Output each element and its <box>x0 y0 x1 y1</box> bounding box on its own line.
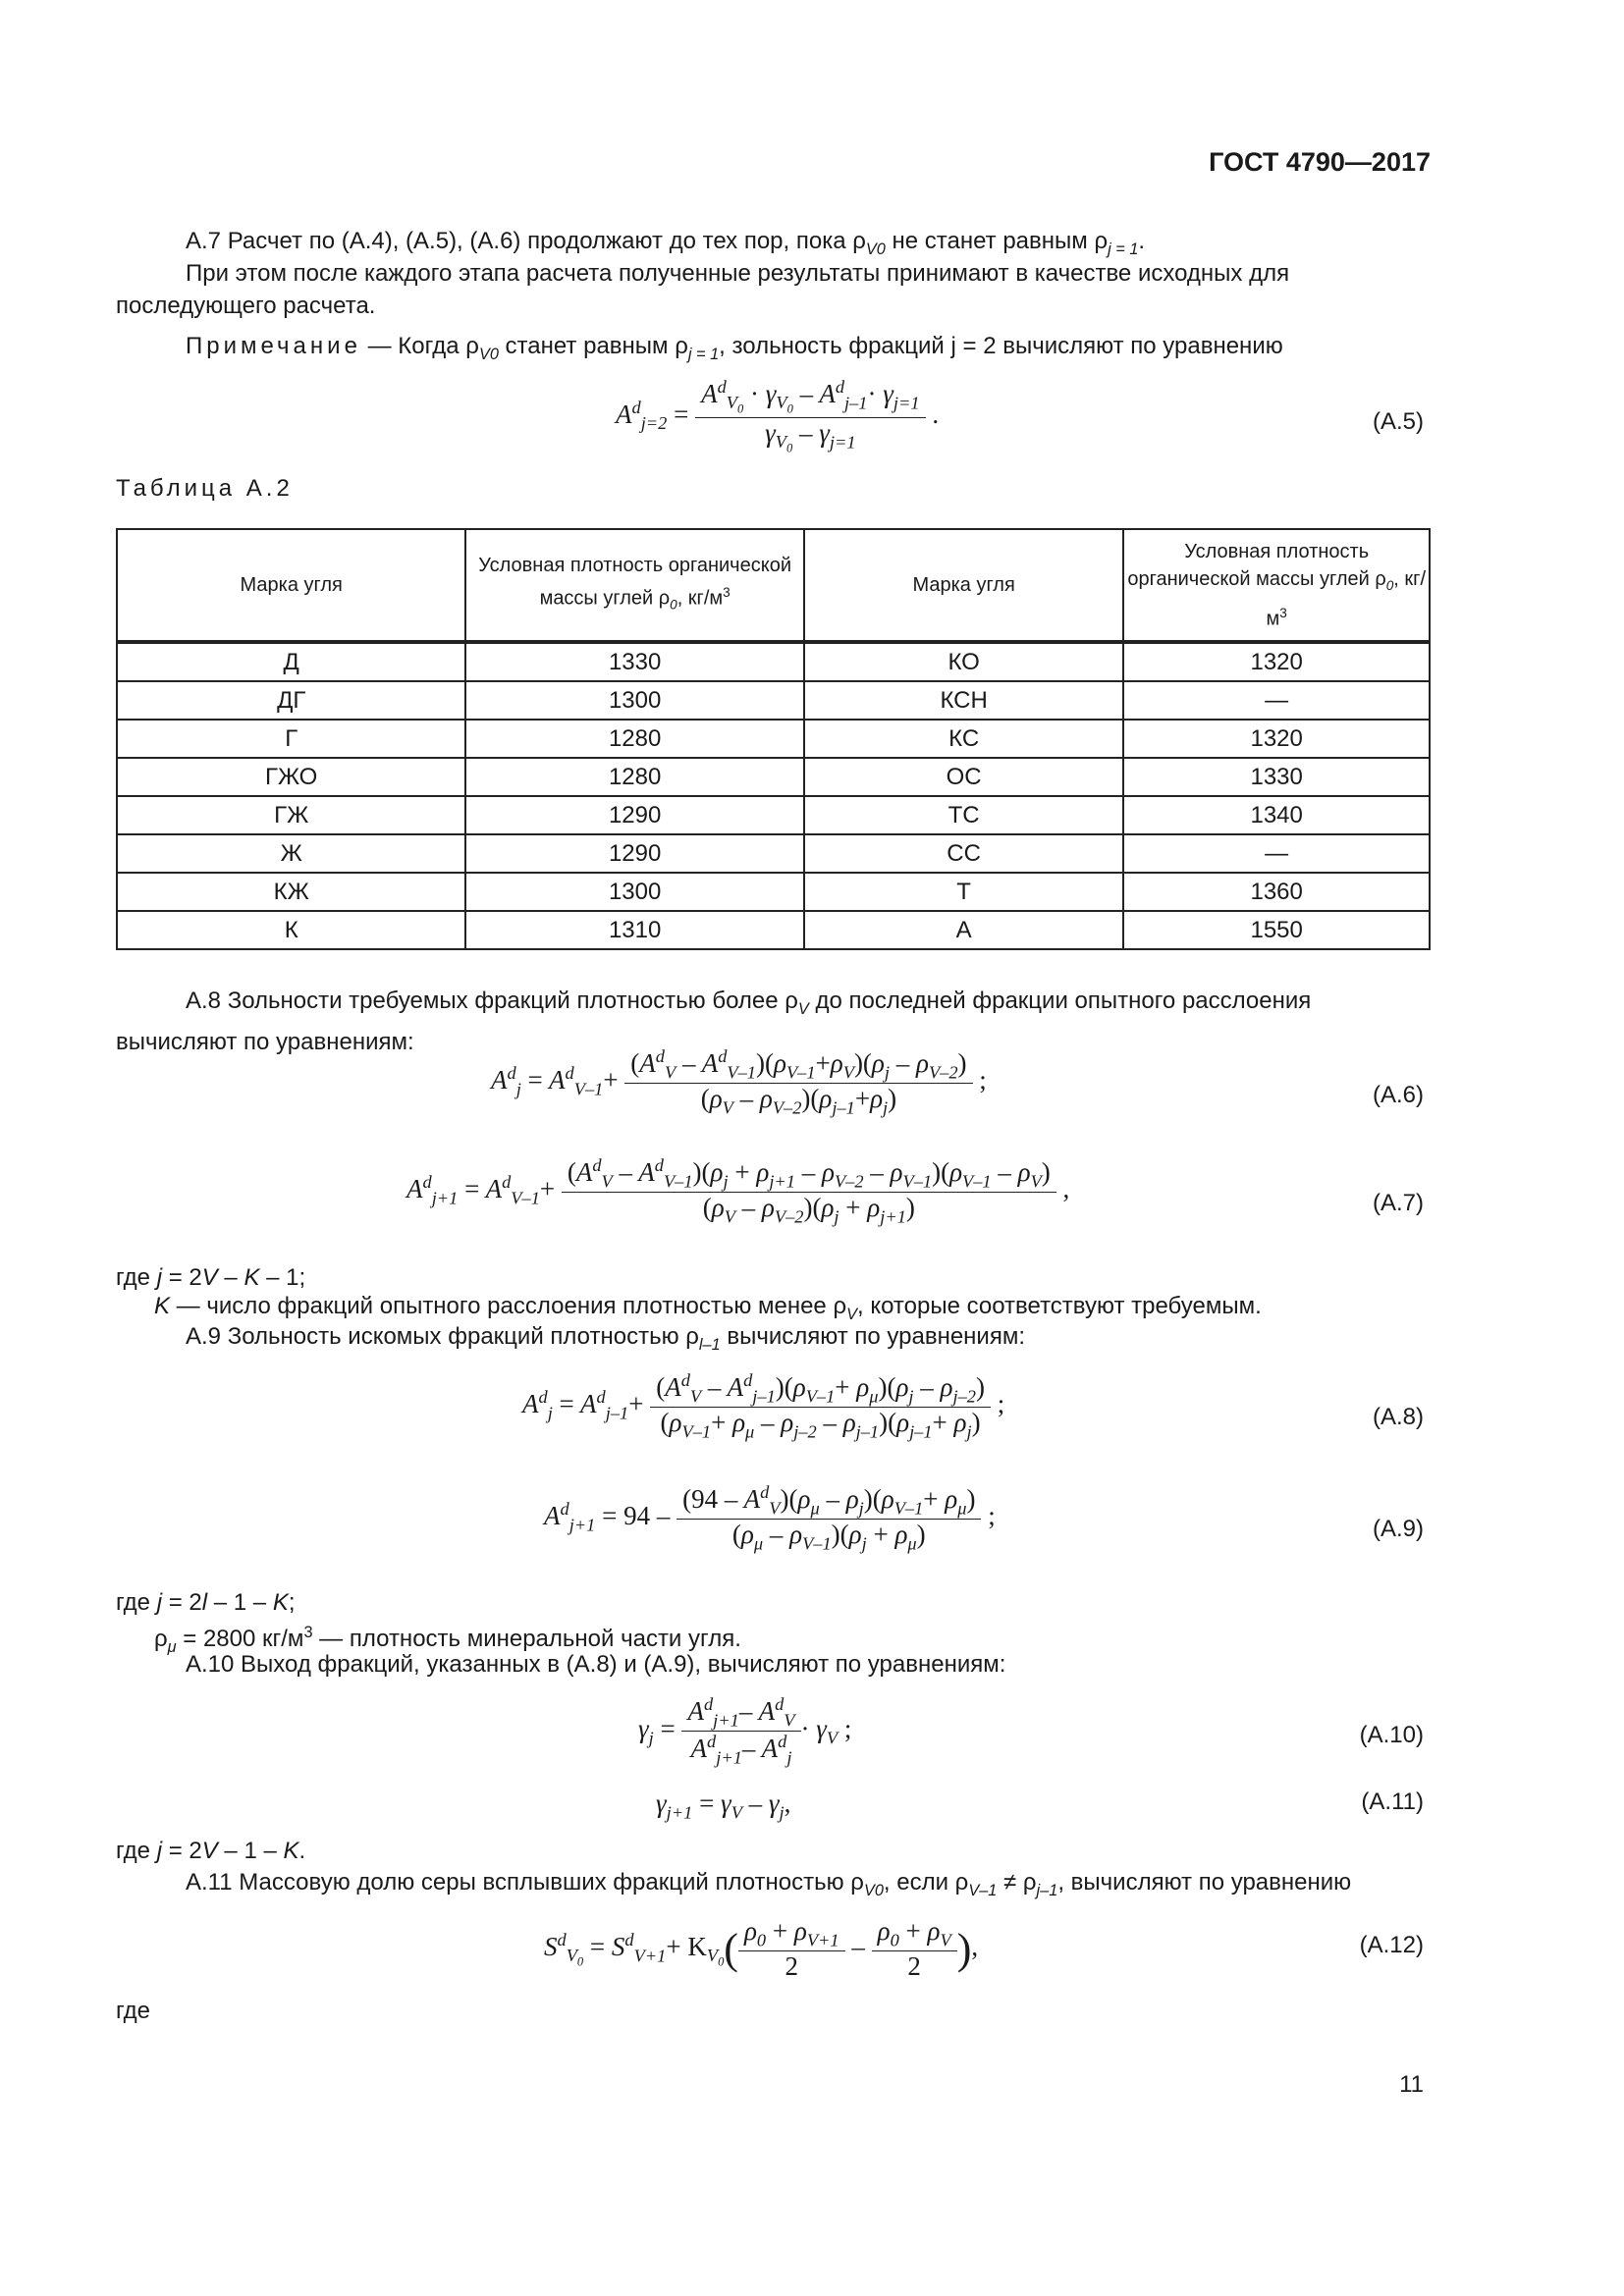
equation-number-a7: (А.7) <box>1372 1190 1424 1216</box>
equation-a12: $S^d_{V_0} = S^d_{V+1}+ K_{V_0}$( $\frac{\rho_0 + \rho_{V+1}}{2}$ – $\frac{\rho_0 + \rho_V}{2}$ ), <box>544 1916 979 1982</box>
equation-number-a8: (А.8) <box>1372 1404 1424 1430</box>
table-cell: 1330 <box>1123 758 1430 796</box>
equation-number-a10: (А.10) <box>1359 1722 1424 1748</box>
table-cell: 1280 <box>465 758 804 796</box>
table-cell: ГЖО <box>117 758 465 796</box>
table-cell: — <box>1123 681 1430 720</box>
note-text: — Когда $\rho_{V0}$ станет равным $\rho_{j = 1}$, зольность фракций j = 2 вычисляют по уравнению <box>360 333 1283 363</box>
equation-a8: $A^d_j = A^d_{j-1}+$ $\frac{(A^d_V - A^d_{j-1})(\rho_{V-1}+ \rho_\mu)(\rho_j - \rho_{j-2})}{(\rho_{V-1}+ \rho_\mu - \rho_{j-2} - \rho_{j-1})(\rho_{j-1}+ \rho_j)}$ ; <box>522 1370 1005 1442</box>
equation-a6: $A^d_j = A^d_{V-1}+$ $\frac{(A^d_V - A^d_{V-1})(\rho_{V-1}+\rho_V)(\rho_j - \rho_{V-2})}{(\rho_V - \rho_{V-2})(\rho_{j-1}+\rho_j)}$ ; <box>491 1046 987 1118</box>
table-header-brand-2: Марка угля <box>804 529 1123 642</box>
where-3: где j = 2V – 1 – K. <box>116 1838 306 1864</box>
table-cell: СС <box>804 834 1123 873</box>
paragraph-a9: А.9 Зольность искомых фракций плотностью $\rho_{l-1}$ вычисляют по уравнениям: <box>186 1323 1025 1354</box>
table-row <box>117 873 1430 911</box>
table-header-density-2: Условная плотность органической массы углей $\rho_0$, $кг/м^3$ <box>1123 529 1430 642</box>
equation-a9: $A^d_{j+1} = 94$ – $\frac{(94 - A^d_V)(\rho_\mu - \rho_j)(\rho_{V-1}+ \rho_\mu)}{(\rho_\mu - \rho_{V-1})(\rho_j + \rho_\mu)}$ ; <box>544 1482 996 1554</box>
note-label: Примечание <box>186 333 361 359</box>
table-cell: 1320 <box>1123 642 1430 681</box>
note-paragraph <box>116 330 1430 371</box>
equation-a7: $A^d_{j+1} = A^d_{V-1}+$ $\frac{(A^d_V - A^d_{V-1})(\rho_j + \rho_{j+1} - \rho_{V-2} - \rho_{V-1})(\rho_{V-1} - \rho_V)}{(\rho_V - \rho_{V-2})(\rho_j + \rho_{j+1})}$ , <box>406 1155 1070 1227</box>
table-cell: А <box>804 911 1123 949</box>
k-definition: K — число фракций опытного расслоения плотностью менее $\rho_V$, которые соответствуют требуемым. <box>154 1293 1262 1323</box>
table-cell: Ж <box>117 834 465 873</box>
table-header-density: Условная плотность органической массы углей $\rho_0$, $кг/м^3$ <box>465 529 804 642</box>
table-cell: Д <box>117 642 465 681</box>
table-cell: Т <box>804 873 1123 911</box>
table-row <box>117 796 1430 834</box>
equation-a5: $A^d_{j=2}$ = $\frac{A^d_{V_0} \cdot \gamma_{V_0} - A^d_{j-1}\cdot \gamma_{j=1}}{\gamma_{V_0} - \gamma_{j=1}}$ . <box>616 377 940 456</box>
paragraph-a7: А.7 Расчет по (А.4), (А.5), (А.6) продолжают до тех пор, пока $\rho_{V0}$ не станет равным $\rho_{j = 1}$. <box>186 228 1146 258</box>
table-cell: ДГ <box>117 681 465 720</box>
table-cell: 1300 <box>465 681 804 720</box>
table-cell: — <box>1123 834 1430 873</box>
where-4: где <box>116 1998 151 2024</box>
where-2: где j = 2l – 1 – K; <box>116 1589 296 1616</box>
table-row <box>117 681 1430 720</box>
where-1: где j = 2V – K – 1; <box>116 1264 306 1291</box>
paragraph-a7-continued: При этом после каждого этапа расчета полученные результаты принимают в качестве исходных для последующего расчета. <box>116 260 1290 319</box>
paragraph-a11: А.11 Массовую долю серы всплывших фракций плотностью $\rho_{V0}$, если $\rho_{V-1} \ne \rho_{j-1}$, вычисляют по уравнению <box>186 1869 1352 1899</box>
equation-number-a12: (А.12) <box>1359 1932 1424 1958</box>
table-cell: 1320 <box>1123 720 1430 758</box>
table-cell: 1360 <box>1123 873 1430 911</box>
equation-number-a5: (А.5) <box>1372 408 1424 435</box>
table-cell: ТС <box>804 796 1123 834</box>
table-row <box>117 758 1430 796</box>
table-header-brand: Марка угля <box>117 529 465 642</box>
table-caption: Таблица А.2 <box>116 475 294 502</box>
rho-mu-definition: $\rho_\mu = 2800$ $кг/м^3$ — плотность минеральной части угля. <box>154 1624 741 1656</box>
density-table <box>116 528 1431 950</box>
page-header-title: ГОСТ 4790—2017 <box>1209 147 1431 177</box>
table-cell: 1290 <box>465 796 804 834</box>
table-cell: ГЖ <box>117 796 465 834</box>
table-cell: 1340 <box>1123 796 1430 834</box>
paragraph-a10: А.10 Выход фракций, указанных в (А.8) и (А.9), вычисляют по уравнениям: <box>186 1651 1006 1678</box>
table-cell: К <box>117 911 465 949</box>
table-cell: 1300 <box>465 873 804 911</box>
table-cell: 1310 <box>465 911 804 949</box>
table-cell: КСН <box>804 681 1123 720</box>
equation-a11: $\gamma_{j+1} = \gamma_V - \gamma_j$, <box>656 1789 791 1823</box>
table-cell: 1550 <box>1123 911 1430 949</box>
table-cell: 1330 <box>465 642 804 681</box>
equation-number-a9: (А.9) <box>1372 1516 1424 1542</box>
table-row <box>117 720 1430 758</box>
equation-a10: $\gamma_j$ = $\frac{A^d_{j+1}- A^d_V}{A^d_{j+1}- A^d_j}$ · $\gamma_V$ ; <box>638 1694 852 1768</box>
table-cell: 1280 <box>465 720 804 758</box>
table-row <box>117 642 1430 681</box>
table-cell: КЖ <box>117 873 465 911</box>
table-cell: КО <box>804 642 1123 681</box>
paragraph-a8: А.8 Зольности требуемых фракций плотностью более $\rho_V$ до последней фракции опытного расслоения вычисляют по уравнениям: <box>116 988 1312 1055</box>
table-row <box>117 834 1430 873</box>
table-cell: ОС <box>804 758 1123 796</box>
table-cell: Г <box>117 720 465 758</box>
page-number: 11 <box>1399 2071 1424 2098</box>
equation-number-a11: (А.11) <box>1361 1789 1424 1815</box>
table-cell: 1290 <box>465 834 804 873</box>
equation-number-a6: (А.6) <box>1372 1082 1424 1108</box>
table-cell: КС <box>804 720 1123 758</box>
table-row <box>117 911 1430 949</box>
